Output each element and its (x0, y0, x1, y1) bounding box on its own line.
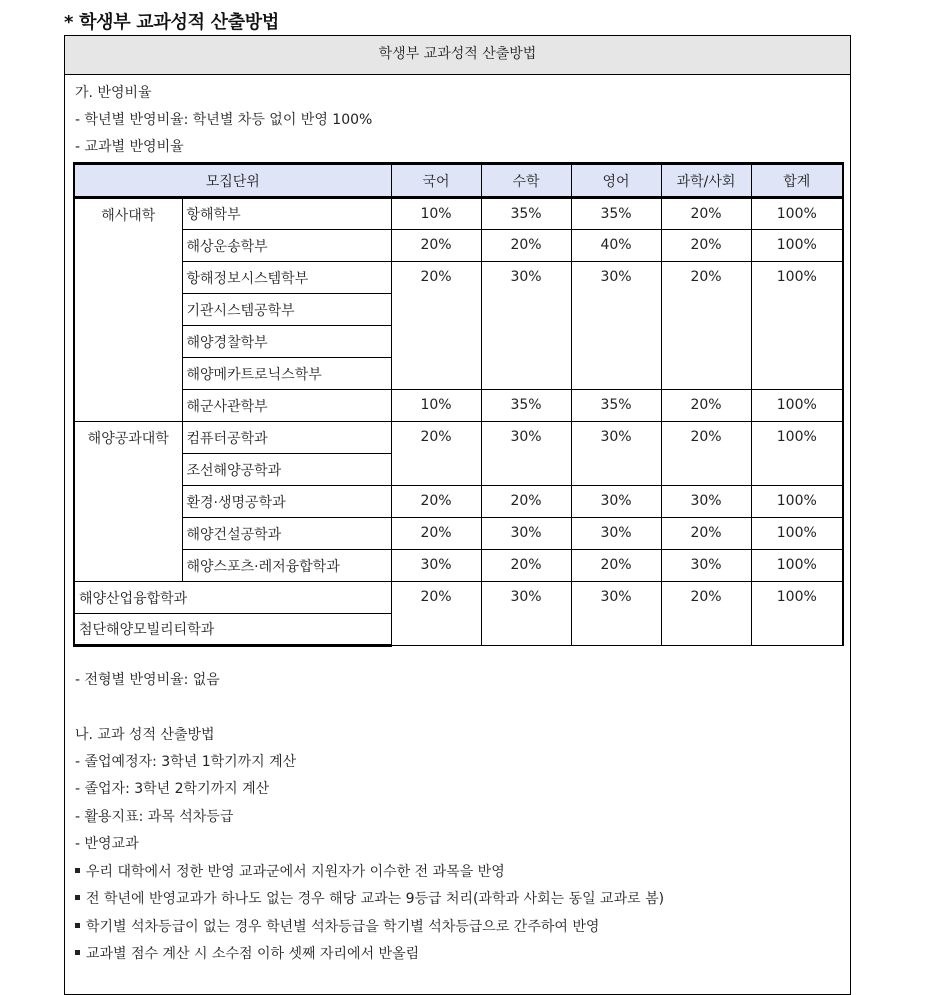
value-total: 100% (751, 230, 843, 262)
value-science-social: 20% (661, 390, 751, 422)
header-english: 영어 (571, 164, 661, 198)
value-math: 20% (481, 230, 571, 262)
dept-name: 해양스포츠·레저융합학과 (182, 550, 391, 582)
value-english: 40% (571, 230, 661, 262)
value-english: 30% (571, 486, 661, 518)
header-unit: 모집단위 (74, 164, 391, 198)
bullet-item (75, 889, 664, 909)
value-science-social: 20% (661, 230, 751, 262)
graduate-line: - 졸업자: 3학년 2학기까지 계산 (75, 781, 270, 797)
header-science-social: 과학/사회 (661, 164, 751, 198)
value-korean: 20% (391, 486, 481, 518)
value-english: 30% (571, 422, 661, 486)
dept-name: 조선해양공학과 (182, 454, 391, 486)
value-english: 30% (571, 582, 661, 646)
square-bullet-icon (75, 895, 80, 900)
dept-name: 항해학부 (182, 198, 391, 230)
value-korean: 10% (391, 390, 481, 422)
value-korean: 20% (391, 230, 481, 262)
college-haeyang-gonggwa: 해양공과대학 (74, 422, 182, 582)
dept-name: 해양메카트로닉스학부 (182, 358, 391, 390)
section-a-title: 가. 반영비율 (75, 85, 152, 101)
bullet-text: 교과별 점수 계산 시 소수점 이하 셋째 자리에서 반올림 (86, 946, 420, 962)
square-bullet-icon (75, 923, 80, 928)
dept-name: 환경·생명공학과 (182, 486, 391, 518)
table-row (74, 198, 843, 230)
dept-name: 해양산업융합학과 (74, 582, 391, 614)
value-science-social: 20% (661, 422, 751, 486)
value-science-social: 20% (661, 262, 751, 390)
dept-name: 해상운송학부 (182, 230, 391, 262)
header-total: 합계 (751, 164, 843, 198)
table-row (74, 230, 843, 262)
table-row (74, 582, 843, 614)
dept-name: 컴퓨터공학과 (182, 422, 391, 454)
value-english: 30% (571, 518, 661, 550)
college-haesa: 해사대학 (74, 198, 182, 422)
value-total: 100% (751, 262, 843, 390)
value-korean: 20% (391, 262, 481, 390)
value-science-social: 30% (661, 486, 751, 518)
dept-name: 해양건설공학과 (182, 518, 391, 550)
indicator-line: - 활용지표: 과목 석차등급 (75, 809, 234, 825)
value-science-social: 30% (661, 550, 751, 582)
dept-name: 항해정보시스템학부 (182, 262, 391, 294)
value-total: 100% (751, 198, 843, 230)
table-row (74, 518, 843, 550)
subject-ratio-line: - 교과별 반영비율 (75, 139, 184, 155)
admission-type-ratio-line: - 전형별 반영비율: 없음 (75, 672, 220, 688)
bullet-text: 학기별 석차등급이 없는 경우 학년별 석차등급을 학기별 석차등급으로 간주하여 반영 (86, 919, 600, 935)
section-b-title: 나. 교과 성적 산출방법 (75, 727, 215, 743)
grade-calculation-box (64, 35, 851, 995)
value-math: 30% (481, 518, 571, 550)
value-math: 20% (481, 486, 571, 518)
bullet-item (75, 944, 419, 964)
value-korean: 20% (391, 518, 481, 550)
value-english: 30% (571, 262, 661, 390)
value-total: 100% (751, 422, 843, 486)
value-korean: 10% (391, 198, 481, 230)
value-total: 100% (751, 582, 843, 646)
value-math: 30% (481, 262, 571, 390)
value-korean: 30% (391, 550, 481, 582)
dept-name: 해양경찰학부 (182, 326, 391, 358)
table-row (74, 550, 843, 582)
value-math: 30% (481, 582, 571, 646)
bullet-item (75, 917, 599, 937)
header-korean: 국어 (391, 164, 481, 198)
table-header-row (74, 164, 843, 198)
value-math: 30% (481, 422, 571, 486)
value-total: 100% (751, 518, 843, 550)
subjects-line: - 반영교과 (75, 836, 139, 852)
value-math: 35% (481, 390, 571, 422)
expected-graduate-line: - 졸업예정자: 3학년 1학기까지 계산 (75, 754, 297, 770)
bullet-text: 전 학년에 반영교과가 하나도 없는 경우 해당 교과는 9등급 처리(과학과 사회는 동일 교과로 봄) (86, 891, 665, 907)
value-math: 20% (481, 550, 571, 582)
value-english: 35% (571, 198, 661, 230)
value-english: 20% (571, 550, 661, 582)
box-title: 학생부 교과성적 산출방법 (65, 36, 850, 75)
page-heading: * 학생부 교과성적 산출방법 (64, 12, 279, 33)
grade-year-ratio-line: - 학년별 반영비율: 학년별 차등 없이 반영 100% (75, 112, 373, 128)
table-row (74, 262, 843, 294)
value-korean: 20% (391, 582, 481, 646)
table-row (74, 486, 843, 518)
value-science-social: 20% (661, 518, 751, 550)
table-row (74, 390, 843, 422)
subject-ratio-table (73, 162, 844, 647)
value-total: 100% (751, 390, 843, 422)
value-math: 35% (481, 198, 571, 230)
header-math: 수학 (481, 164, 571, 198)
value-total: 100% (751, 550, 843, 582)
value-english: 35% (571, 390, 661, 422)
bullet-item (75, 862, 505, 882)
square-bullet-icon (75, 868, 80, 873)
value-total: 100% (751, 486, 843, 518)
dept-name: 첨단해양모빌리티학과 (74, 614, 391, 646)
value-korean: 20% (391, 422, 481, 486)
dept-name: 해군사관학부 (182, 390, 391, 422)
table-row (74, 422, 843, 454)
dept-name: 기관시스템공학부 (182, 294, 391, 326)
value-science-social: 20% (661, 198, 751, 230)
bullet-text: 우리 대학에서 정한 반영 교과군에서 지원자가 이수한 전 과목을 반영 (86, 864, 505, 880)
value-science-social: 20% (661, 582, 751, 646)
square-bullet-icon (75, 950, 80, 955)
